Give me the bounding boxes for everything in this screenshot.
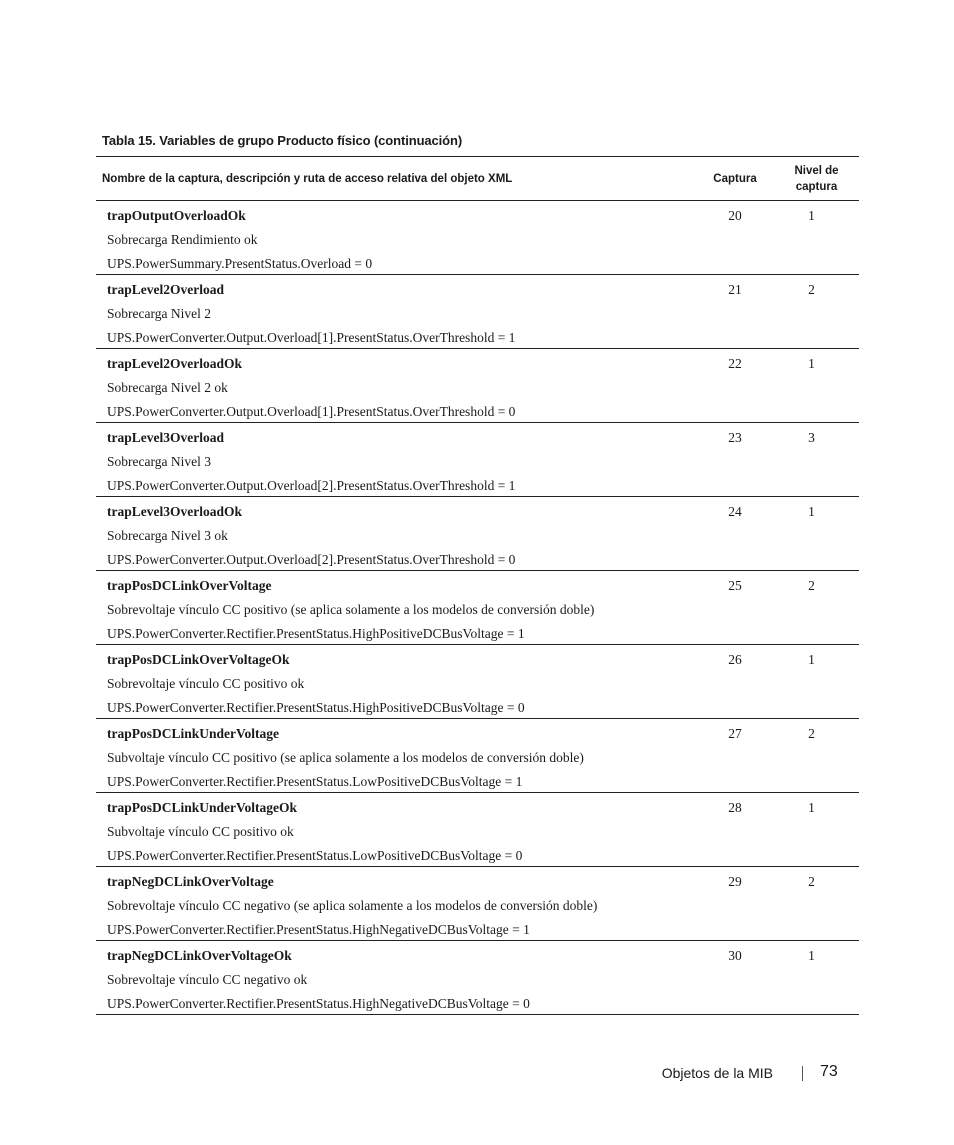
trap-description: Sobrecarga Nivel 3 ok — [107, 528, 228, 543]
trap-xml-path: UPS.PowerConverter.Output.Overload[1].PresentStatus.OverThreshold = 0 — [107, 404, 516, 419]
trap-level: 1 — [808, 504, 815, 519]
table-row — [96, 719, 859, 793]
footer-section-title: Objetos de la MIB — [661, 1065, 773, 1081]
table-header — [96, 156, 859, 201]
trap-xml-path: UPS.PowerConverter.Rectifier.PresentStatus.LowPositiveDCBusVoltage = 1 — [107, 774, 523, 789]
trap-name: trapNegDCLinkOverVoltage — [107, 874, 274, 889]
page-number: 73 — [820, 1063, 838, 1080]
trap-level: 2 — [808, 282, 815, 297]
trap-name: trapLevel3Overload — [107, 430, 224, 445]
trap-name: trapNegDCLinkOverVoltageOk — [107, 948, 292, 963]
trap-number: 29 — [728, 874, 742, 889]
trap-description: Subvoltaje vínculo CC positivo (se aplica solamente a los modelos de conversión doble) — [107, 750, 584, 765]
trap-level: 2 — [808, 874, 815, 889]
trap-level: 1 — [808, 652, 815, 667]
trap-xml-path: UPS.PowerConverter.Output.Overload[2].PresentStatus.OverThreshold = 1 — [107, 478, 516, 493]
trap-number: 21 — [728, 282, 742, 297]
table-row — [96, 423, 859, 497]
trap-description: Subvoltaje vínculo CC positivo ok — [107, 824, 294, 839]
trap-cell — [107, 500, 697, 572]
trap-level: 1 — [808, 800, 815, 815]
table-row — [96, 645, 859, 719]
trap-cell — [107, 722, 697, 794]
trap-xml-path: UPS.PowerSummary.PresentStatus.Overload = 0 — [107, 256, 373, 271]
trap-name: trapOutputOverloadOk — [107, 208, 246, 223]
trap-cell — [107, 352, 697, 424]
trap-level: 2 — [808, 726, 815, 741]
trap-description: Sobrecarga Nivel 2 — [107, 306, 211, 321]
trap-name: trapPosDCLinkUnderVoltage — [107, 726, 280, 741]
trap-xml-path: UPS.PowerConverter.Output.Overload[2].PresentStatus.OverThreshold = 0 — [107, 552, 516, 567]
column-header-level: Nivel de captura — [794, 164, 839, 193]
table-row — [96, 275, 859, 349]
trap-cell — [107, 944, 697, 1016]
trap-description: Sobrevoltaje vínculo CC positivo (se aplica solamente a los modelos de conversión doble) — [107, 602, 595, 617]
trap-level: 2 — [808, 578, 815, 593]
trap-xml-path: UPS.PowerConverter.Output.Overload[1].PresentStatus.OverThreshold = 1 — [107, 330, 516, 345]
trap-description: Sobrevoltaje vínculo CC negativo ok — [107, 972, 308, 987]
trap-number: 20 — [728, 208, 742, 223]
trap-number: 25 — [728, 578, 742, 593]
table-row — [96, 571, 859, 645]
trap-xml-path: UPS.PowerConverter.Rectifier.PresentStatus.HighPositiveDCBusVoltage = 1 — [107, 626, 525, 641]
trap-level: 1 — [808, 356, 815, 371]
column-header-trap: Captura — [713, 172, 757, 185]
trap-level: 1 — [808, 208, 815, 223]
trap-description: Sobrevoltaje vínculo CC negativo (se aplica solamente a los modelos de conversión doble) — [107, 898, 598, 913]
trap-cell — [107, 574, 697, 646]
trap-description: Sobrecarga Nivel 3 — [107, 454, 211, 469]
trap-number: 24 — [728, 504, 742, 519]
trap-level: 1 — [808, 948, 815, 963]
table-row — [96, 201, 859, 275]
trap-name: trapLevel2OverloadOk — [107, 356, 242, 371]
trap-number: 30 — [728, 948, 742, 963]
trap-name: trapPosDCLinkOverVoltageOk — [107, 652, 290, 667]
trap-number: 27 — [728, 726, 742, 741]
trap-cell — [107, 278, 697, 350]
trap-level: 3 — [808, 430, 815, 445]
trap-description: Sobrecarga Nivel 2 ok — [107, 380, 228, 395]
trap-number: 23 — [728, 430, 742, 445]
trap-cell — [107, 870, 697, 942]
table-row — [96, 793, 859, 867]
trap-name: trapLevel2Overload — [107, 282, 224, 297]
table-row — [96, 349, 859, 423]
trap-description: Sobrecarga Rendimiento ok — [107, 232, 258, 247]
column-header-name: Nombre de la captura, descripción y ruta de acceso relativa del objeto XML — [102, 172, 513, 185]
trap-xml-path: UPS.PowerConverter.Rectifier.PresentStatus.LowPositiveDCBusVoltage = 0 — [107, 848, 523, 863]
trap-cell — [107, 648, 697, 720]
trap-number: 22 — [728, 356, 742, 371]
trap-table — [96, 156, 859, 1015]
trap-xml-path: UPS.PowerConverter.Rectifier.PresentStatus.HighPositiveDCBusVoltage = 0 — [107, 700, 525, 715]
trap-name: trapPosDCLinkUnderVoltageOk — [107, 800, 298, 815]
trap-description: Sobrevoltaje vínculo CC positivo ok — [107, 676, 305, 691]
trap-name: trapPosDCLinkOverVoltage — [107, 578, 272, 593]
table-body — [96, 201, 859, 1015]
table-row — [96, 941, 859, 1015]
trap-name: trapLevel3OverloadOk — [107, 504, 242, 519]
trap-xml-path: UPS.PowerConverter.Rectifier.PresentStatus.HighNegativeDCBusVoltage = 0 — [107, 996, 530, 1011]
trap-number: 28 — [728, 800, 742, 815]
footer-separator — [802, 1066, 803, 1081]
trap-number: 26 — [728, 652, 742, 667]
table-row — [96, 867, 859, 941]
trap-xml-path: UPS.PowerConverter.Rectifier.PresentStatus.HighNegativeDCBusVoltage = 1 — [107, 922, 530, 937]
table-row — [96, 497, 859, 571]
trap-cell — [107, 426, 697, 498]
trap-cell — [107, 204, 697, 276]
table-caption: Tabla 15. Variables de grupo Producto físico (continuación) — [102, 133, 463, 148]
trap-cell — [107, 796, 697, 868]
